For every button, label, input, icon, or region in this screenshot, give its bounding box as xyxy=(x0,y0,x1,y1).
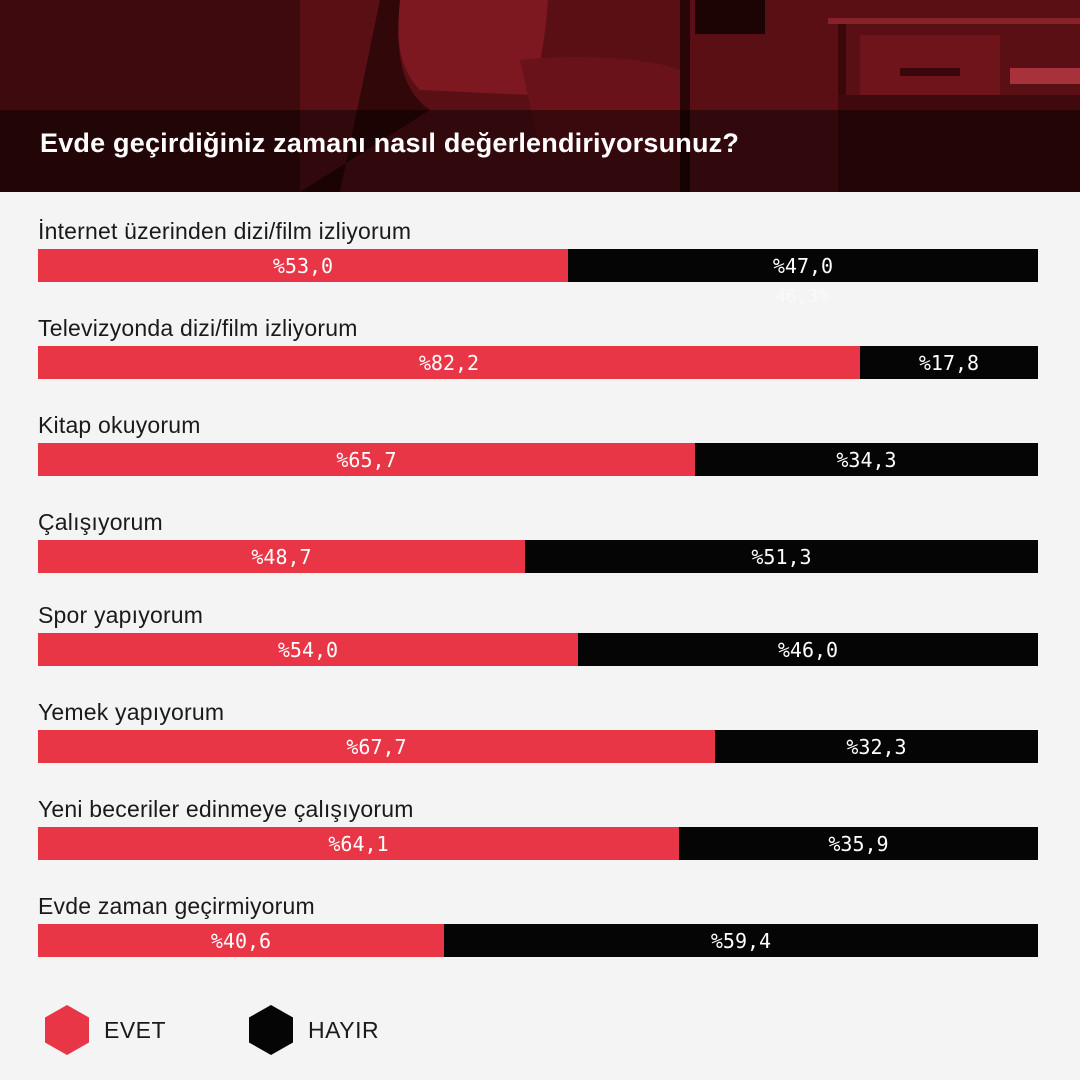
stacked-bar xyxy=(38,443,1038,476)
bar-segment-hayir: %17,8 xyxy=(860,346,1038,379)
bar-segment-evet: %40,6 xyxy=(38,924,444,957)
bar-segment-hayir: %35,9 xyxy=(679,827,1038,860)
stacked-bar xyxy=(38,346,1038,379)
header-banner xyxy=(0,0,1080,192)
category-label: Yemek yapıyorum xyxy=(38,699,225,725)
bar-segment-hayir: %46,0 xyxy=(578,633,1038,666)
category-label: Spor yapıyorum xyxy=(38,602,204,628)
living-room-photo xyxy=(0,0,1080,192)
bar-segment-hayir: %51,3 xyxy=(525,540,1038,573)
legend-item-hayir xyxy=(248,1004,379,1056)
bar-segment-evet: %48,7 xyxy=(38,540,525,573)
bar-segment-hayir: %34,3 xyxy=(695,443,1038,476)
category-label: Televizyonda dizi/film izliyorum xyxy=(38,315,358,341)
page-title: Evde geçirdiğiniz zamanı nasıl değerlendiriyorsunuz? xyxy=(40,128,740,158)
category-label: Evde zaman geçirmiyorum xyxy=(38,893,315,919)
bar-segment-hayir: %32,3 xyxy=(715,730,1038,763)
bar-segment-evet: %64,1 xyxy=(38,827,679,860)
bar-segment-evet: %82,2 xyxy=(38,346,860,379)
bar-segment-evet: %54,0 xyxy=(38,633,578,666)
stacked-bar xyxy=(38,633,1038,666)
bar-segment-hayir: %59,4 xyxy=(444,924,1038,957)
legend-item-evet xyxy=(44,1004,166,1056)
red-hexagon-icon xyxy=(44,1004,90,1056)
bar-segment-evet: %53,0 xyxy=(38,249,568,282)
category-label: İnternet üzerinden dizi/film izliyorum xyxy=(38,218,412,244)
stacked-bar xyxy=(38,730,1038,763)
ghost-label: 46,3% xyxy=(775,286,830,307)
category-label: Çalışıyorum xyxy=(38,509,163,535)
stacked-bar xyxy=(38,924,1038,957)
bar-segment-evet: %67,7 xyxy=(38,730,715,763)
legend-label: EVET xyxy=(104,1016,167,1043)
black-hexagon-icon xyxy=(248,1004,294,1056)
category-label: Kitap okuyorum xyxy=(38,412,201,438)
stacked-bar xyxy=(38,540,1038,573)
stacked-bar xyxy=(38,249,1038,282)
bar-segment-evet: %65,7 xyxy=(38,443,695,476)
stacked-bar xyxy=(38,827,1038,860)
bar-segment-hayir: %47,0 xyxy=(568,249,1038,282)
category-label: Yeni beceriler edinmeye çalışıyorum xyxy=(38,796,414,822)
legend-label: HAYIR xyxy=(308,1016,380,1043)
